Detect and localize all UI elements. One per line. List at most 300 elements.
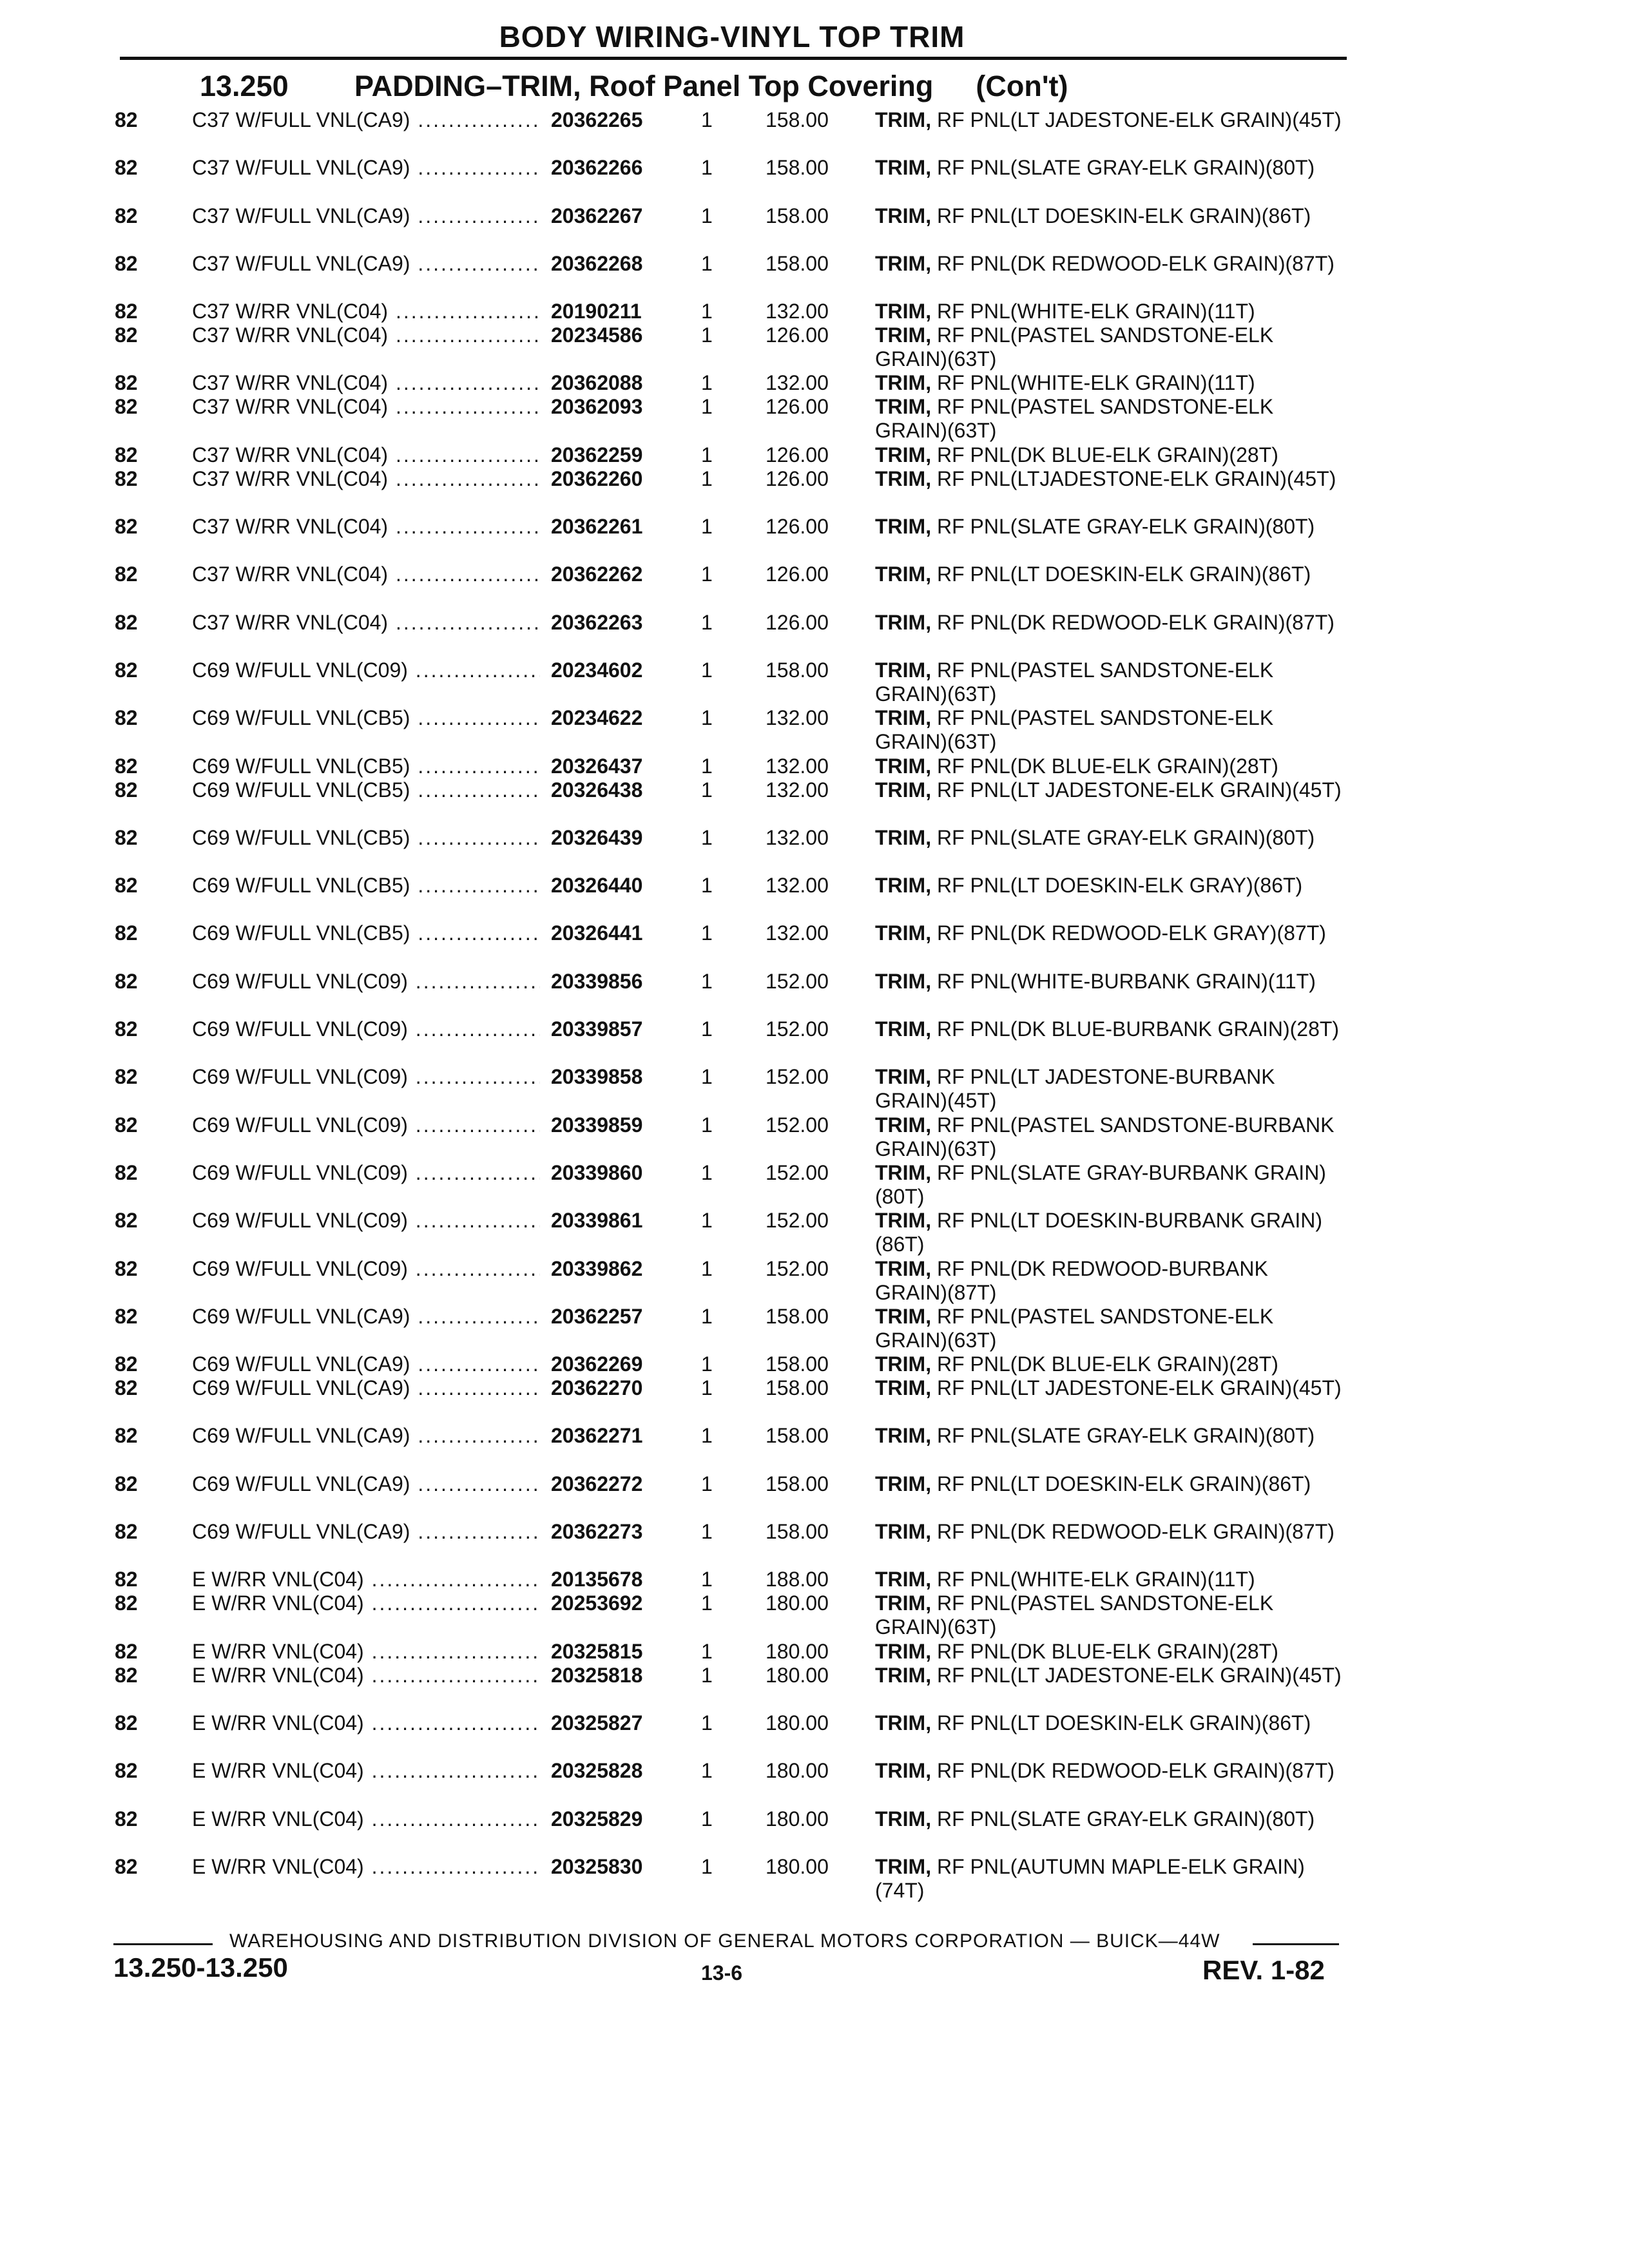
trim-keyword: TRIM, [875,204,932,227]
price: 180.00 [766,1711,829,1735]
description [875,611,1345,635]
revision-label: REV. 1-82 [1202,1955,1325,1985]
description-text: RF PNL(LT DOESKIN-ELK GRAY)(86T) [936,874,1303,898]
quantity: 1 [701,1759,713,1783]
footer-section-range: 13.250-13.250 [113,1952,288,1983]
ref-number: 82 [115,1472,138,1495]
trim-keyword: TRIM, [875,1113,932,1137]
ref-number: 82 [115,1854,138,1878]
part-number: 20326441 [551,921,643,945]
trim-keyword: TRIM, [875,1304,932,1328]
description-text: RF PNL(LTJADESTONE-ELK GRAIN)(45T) [936,466,1336,490]
quantity: 1 [701,874,713,898]
price: 152.00 [766,1113,829,1137]
trim-keyword: TRIM, [875,1591,932,1615]
quantity: 1 [701,1113,713,1137]
table-row [0,515,1629,562]
trim-keyword: TRIM, [875,300,932,323]
description-text: RF PNL(PASTEL SANDSTONE-ELK GRAIN)(63T) [875,395,1274,443]
description [875,658,1345,706]
part-number: 20362088 [551,371,643,395]
table-row [0,754,1629,778]
ref-number: 82 [115,1591,138,1615]
part-number: 20234602 [551,658,643,682]
quantity: 1 [701,921,713,945]
price: 158.00 [766,1424,829,1448]
model-code: C69 W/FULL VNL(CA9) ..... [192,1305,540,1329]
quantity: 1 [701,1304,713,1328]
description-text: RF PNL(LT DOESKIN-BURBANK GRAIN)(86T) [875,1209,1322,1256]
price: 152.00 [766,1160,829,1184]
description [875,1257,1345,1305]
description [875,706,1345,754]
ref-number: 82 [115,1160,138,1184]
model-code: E W/RR VNL(C04) ..... [192,1591,540,1615]
quantity: 1 [701,1663,713,1687]
parts-list [0,108,1629,1903]
footer-division: WAREHOUSING AND DISTRIBUTION DIVISION OF GENERAL MOTORS CORPORATION — BUICK—44W [229,1930,1220,1952]
ref-number: 82 [115,658,138,682]
table-row [0,874,1629,921]
model-code: C37 W/RR VNL(C04) ..... [192,300,540,323]
price: 152.00 [766,969,829,993]
trim-keyword: TRIM, [875,825,932,849]
description-text: RF PNL(DK BLUE-ELK GRAIN)(28T) [936,1639,1278,1663]
quantity: 1 [701,969,713,993]
description [875,754,1345,778]
table-row [0,252,1629,300]
section-number: 13.250 [200,70,289,102]
price: 188.00 [766,1568,829,1591]
part-number: 20362262 [551,562,643,586]
trim-keyword: TRIM, [875,1376,932,1400]
quantity: 1 [701,300,713,323]
part-number: 20362259 [551,443,643,466]
model-code: C37 W/RR VNL(C04) ..... [192,515,540,539]
price: 180.00 [766,1854,829,1878]
ref-number: 82 [115,466,138,490]
ref-number: 82 [115,204,138,227]
quantity: 1 [701,1807,713,1831]
trim-keyword: TRIM, [875,515,932,539]
section-continued: (Con't) [976,70,1068,102]
table-row [0,443,1629,467]
ref-number: 82 [115,371,138,395]
price: 126.00 [766,395,829,419]
model-code: C69 W/FULL VNL(CB5) ..... [192,921,540,945]
description [875,1855,1345,1903]
quantity: 1 [701,443,713,466]
quantity: 1 [701,1472,713,1495]
trim-keyword: TRIM, [875,1017,932,1041]
price: 126.00 [766,466,829,490]
model-code: C69 W/FULL VNL(C09) ..... [192,1257,540,1281]
table-row [0,1017,1629,1065]
trim-keyword: TRIM, [875,1711,932,1735]
price: 158.00 [766,1520,829,1544]
model-code: C69 W/FULL VNL(C09) ..... [192,1209,540,1233]
model-code: C37 W/RR VNL(C04) ..... [192,443,540,467]
quantity: 1 [701,1591,713,1615]
trim-keyword: TRIM, [875,1759,932,1783]
ref-number: 82 [115,323,138,347]
part-number: 20325828 [551,1759,643,1783]
description-text: RF PNL(DK REDWOOD-ELK GRAIN)(87T) [936,1759,1335,1783]
table-row [0,1472,1629,1520]
footer-rule-left [113,1943,213,1945]
model-code: E W/RR VNL(C04) ..... [192,1711,540,1735]
quantity: 1 [701,1352,713,1376]
description-text: RF PNL(WHITE-BURBANK GRAIN)(11T) [936,969,1316,993]
ref-number: 82 [115,1113,138,1137]
description-text: RF PNL(LT JADESTONE-ELK GRAIN)(45T) [936,778,1342,802]
description-text: RF PNL(WHITE-ELK GRAIN)(11T) [936,300,1255,323]
footer-rule-right [1253,1943,1339,1945]
ref-number: 82 [115,1663,138,1687]
model-code: C37 W/RR VNL(C04) ..... [192,467,540,491]
description [875,1568,1345,1591]
trim-keyword: TRIM, [875,1472,932,1495]
trim-keyword: TRIM, [875,969,932,993]
trim-keyword: TRIM, [875,1065,932,1089]
ref-number: 82 [115,251,138,275]
ref-number: 82 [115,1256,138,1280]
description-text: RF PNL(AUTUMN MAPLE-ELK GRAIN)(74T) [875,1854,1305,1902]
price: 158.00 [766,1304,829,1328]
description [875,252,1345,276]
part-number: 20325829 [551,1807,643,1831]
quantity: 1 [701,156,713,180]
page-number: 13-6 [701,1961,743,1984]
quantity: 1 [701,825,713,849]
description-text: RF PNL(DK BLUE-ELK GRAIN)(28T) [936,443,1278,466]
part-number: 20339862 [551,1256,643,1280]
trim-keyword: TRIM, [875,251,932,275]
trim-keyword: TRIM, [875,706,932,730]
description-text: RF PNL(LT JADESTONE-ELK GRAIN)(45T) [936,1663,1342,1687]
description [875,156,1345,180]
trim-keyword: TRIM, [875,108,932,131]
model-code: C69 W/FULL VNL(CB5) ..... [192,706,540,730]
table-row [0,395,1629,443]
ref-number: 82 [115,1639,138,1663]
model-code: C69 W/FULL VNL(CB5) ..... [192,826,540,850]
description [875,874,1345,898]
ref-number: 82 [115,1568,138,1591]
description [875,1591,1345,1639]
table-row [0,1424,1629,1472]
part-number: 20325827 [551,1711,643,1735]
table-row [0,1257,1629,1305]
part-number: 20339859 [551,1113,643,1137]
model-code: C69 W/FULL VNL(C09) ..... [192,658,540,682]
description [875,443,1345,467]
trim-keyword: TRIM, [875,1520,932,1544]
page-title: BODY WIRING-VINYL TOP TRIM [499,20,965,53]
trim-keyword: TRIM, [875,921,932,945]
trim-keyword: TRIM, [875,874,932,898]
part-number: 20326437 [551,754,643,778]
description [875,1376,1345,1400]
description-text: RF PNL(PASTEL SANDSTONE-ELK GRAIN)(63T) [875,1304,1274,1352]
ref-number: 82 [115,754,138,778]
table-row [0,1591,1629,1639]
part-number: 20326440 [551,874,643,898]
price: 132.00 [766,371,829,395]
ref-number: 82 [115,969,138,993]
price: 126.00 [766,610,829,634]
description-text: RF PNL(PASTEL SANDSTONE-ELK GRAIN)(63T) [875,1591,1274,1639]
description [875,467,1345,491]
model-code: E W/RR VNL(C04) ..... [192,1640,540,1664]
ref-number: 82 [115,562,138,586]
description-text: RF PNL(LT DOESKIN-ELK GRAIN)(86T) [936,204,1311,227]
table-row [0,156,1629,204]
trim-keyword: TRIM, [875,1160,932,1184]
description [875,562,1345,586]
ref-number: 82 [115,515,138,539]
part-number: 20339856 [551,969,643,993]
part-number: 20325830 [551,1854,643,1878]
description [875,1209,1345,1256]
description-text: RF PNL(SLATE GRAY-ELK GRAIN)(80T) [936,1424,1315,1448]
part-number: 20234622 [551,706,643,730]
description [875,1807,1345,1831]
part-number: 20362267 [551,204,643,227]
price: 180.00 [766,1663,829,1687]
ref-number: 82 [115,395,138,419]
part-number: 20190211 [551,300,642,323]
quantity: 1 [701,1256,713,1280]
model-code: C69 W/FULL VNL(C09) ..... [192,1065,540,1089]
description-text: RF PNL(DK REDWOOD-ELK GRAIN)(87T) [936,251,1335,275]
description [875,1711,1345,1735]
description-text: RF PNL(DK REDWOOD-BURBANK GRAIN)(87T) [875,1256,1268,1304]
trim-keyword: TRIM, [875,610,932,634]
part-number: 20362263 [551,610,643,634]
price: 152.00 [766,1065,829,1089]
price: 132.00 [766,874,829,898]
description [875,395,1345,443]
table-row [0,1855,1629,1903]
model-code: C37 W/RR VNL(C04) ..... [192,323,540,347]
model-code: C69 W/FULL VNL(CA9) ..... [192,1424,540,1448]
ref-number: 82 [115,108,138,131]
trim-keyword: TRIM, [875,466,932,490]
description-text: RF PNL(LT DOESKIN-ELK GRAIN)(86T) [936,1711,1311,1735]
ref-number: 82 [115,874,138,898]
trim-keyword: TRIM, [875,1663,932,1687]
description-text: RF PNL(SLATE GRAY-ELK GRAIN)(80T) [936,515,1315,539]
description [875,1305,1345,1352]
model-code: C69 W/FULL VNL(CA9) ..... [192,1376,540,1400]
quantity: 1 [701,515,713,539]
price: 126.00 [766,323,829,347]
price: 132.00 [766,825,829,849]
trim-keyword: TRIM, [875,1209,932,1233]
quantity: 1 [701,1639,713,1663]
ref-number: 82 [115,921,138,945]
quantity: 1 [701,204,713,227]
trim-keyword: TRIM, [875,395,932,419]
description-text: RF PNL(WHITE-ELK GRAIN)(11T) [936,1568,1255,1591]
part-number: 20253692 [551,1591,643,1615]
ref-number: 82 [115,1520,138,1544]
quantity: 1 [701,1160,713,1184]
price: 132.00 [766,706,829,730]
model-code: E W/RR VNL(C04) ..... [192,1759,540,1783]
description [875,778,1345,802]
quantity: 1 [701,108,713,131]
table-row [0,1568,1629,1591]
model-code: C37 W/RR VNL(C04) ..... [192,371,540,395]
table-row [0,611,1629,658]
part-number: 20362272 [551,1472,643,1495]
quantity: 1 [701,1424,713,1448]
description-text: RF PNL(LT DOESKIN-ELK GRAIN)(86T) [936,1472,1311,1495]
part-number: 20326439 [551,825,643,849]
quantity: 1 [701,562,713,586]
trim-keyword: TRIM, [875,754,932,778]
quantity: 1 [701,1854,713,1878]
part-number: 20362261 [551,515,643,539]
part-number: 20362269 [551,1352,643,1376]
part-number: 20339861 [551,1209,643,1233]
model-code: E W/RR VNL(C04) ..... [192,1664,540,1687]
trim-keyword: TRIM, [875,1352,932,1376]
ref-number: 82 [115,443,138,466]
description [875,826,1345,850]
price: 132.00 [766,754,829,778]
trim-keyword: TRIM, [875,443,932,466]
quantity: 1 [701,1711,713,1735]
quantity: 1 [701,371,713,395]
ref-number: 82 [115,156,138,180]
table-row [0,323,1629,371]
table-row [0,1161,1629,1209]
ref-number: 82 [115,1711,138,1735]
part-number: 20362257 [551,1304,643,1328]
quantity: 1 [701,1568,713,1591]
part-number: 20326438 [551,778,643,802]
description [875,1352,1345,1376]
description-text: RF PNL(SLATE GRAY-ELK GRAIN)(80T) [936,825,1315,849]
quantity: 1 [701,323,713,347]
price: 126.00 [766,443,829,466]
trim-keyword: TRIM, [875,371,932,395]
part-number: 20362273 [551,1520,643,1544]
trim-keyword: TRIM, [875,658,932,682]
trim-keyword: TRIM, [875,1854,932,1878]
section-title [200,70,1068,103]
model-code: C69 W/FULL VNL(C09) ..... [192,1017,540,1041]
ref-number: 82 [115,825,138,849]
description [875,1664,1345,1687]
table-row [0,921,1629,969]
table-row [0,1640,1629,1664]
price: 158.00 [766,156,829,180]
table-row [0,970,1629,1017]
part-number: 20325815 [551,1639,643,1663]
price: 132.00 [766,300,829,323]
description-text: RF PNL(PASTEL SANDSTONE-BURBANK GRAIN)(63T) [875,1113,1335,1160]
description [875,371,1345,395]
price: 158.00 [766,251,829,275]
table-row [0,778,1629,826]
description [875,1161,1345,1209]
table-row [0,1711,1629,1759]
table-row [0,1807,1629,1855]
price: 126.00 [766,562,829,586]
description-text: RF PNL(LT DOESKIN-ELK GRAIN)(86T) [936,562,1311,586]
part-number: 20234586 [551,323,643,347]
price: 152.00 [766,1209,829,1233]
quantity: 1 [701,1209,713,1233]
description-text: RF PNL(DK BLUE-ELK GRAIN)(28T) [936,754,1278,778]
quantity: 1 [701,1017,713,1041]
quantity: 1 [701,395,713,419]
description-text: RF PNL(LT JADESTONE-ELK GRAIN)(45T) [936,1376,1342,1400]
ref-number: 82 [115,610,138,634]
model-code: E W/RR VNL(C04) ..... [192,1807,540,1831]
part-number: 20362271 [551,1424,643,1448]
description [875,1424,1345,1448]
quantity: 1 [701,251,713,275]
description-text: RF PNL(DK BLUE-ELK GRAIN)(28T) [936,1352,1278,1376]
description-text: RF PNL(SLATE GRAY-ELK GRAIN)(80T) [936,156,1315,180]
table-row [0,1113,1629,1161]
quantity: 1 [701,466,713,490]
model-code: C69 W/FULL VNL(CA9) ..... [192,1472,540,1496]
price: 152.00 [766,1017,829,1041]
table-row [0,371,1629,395]
table-row [0,1209,1629,1256]
description-text: RF PNL(SLATE GRAY-BURBANK GRAIN)(80T) [875,1160,1326,1208]
quantity: 1 [701,754,713,778]
description [875,1113,1345,1161]
table-row [0,108,1629,156]
model-code: C69 W/FULL VNL(CA9) ..... [192,1352,540,1376]
quantity: 1 [701,1520,713,1544]
description-text: RF PNL(LT JADESTONE-BURBANK GRAIN)(45T) [875,1065,1275,1113]
description [875,1520,1345,1544]
ref-number: 82 [115,1017,138,1041]
model-code: C69 W/FULL VNL(CB5) ..... [192,778,540,802]
quantity: 1 [701,658,713,682]
trim-keyword: TRIM, [875,778,932,802]
part-number: 20362093 [551,395,643,419]
trim-keyword: TRIM, [875,1424,932,1448]
trim-keyword: TRIM, [875,323,932,347]
description-text: RF PNL(SLATE GRAY-ELK GRAIN)(80T) [936,1807,1315,1831]
description [875,1640,1345,1664]
model-code: C37 W/FULL VNL(CA9) ..... [192,204,540,228]
part-number: 20362265 [551,108,643,131]
ref-number: 82 [115,706,138,730]
trim-keyword: TRIM, [875,562,932,586]
part-number: 20339860 [551,1160,643,1184]
price: 158.00 [766,658,829,682]
ref-number: 82 [115,778,138,802]
ref-number: 82 [115,1424,138,1448]
part-number: 20362260 [551,466,643,490]
quantity: 1 [701,778,713,802]
table-row [0,562,1629,610]
description [875,970,1345,994]
description-text: RF PNL(PASTEL SANDSTONE-ELK GRAIN)(63T) [875,658,1274,706]
model-code: C37 W/RR VNL(C04) ..... [192,611,540,635]
ref-number: 82 [115,1352,138,1376]
